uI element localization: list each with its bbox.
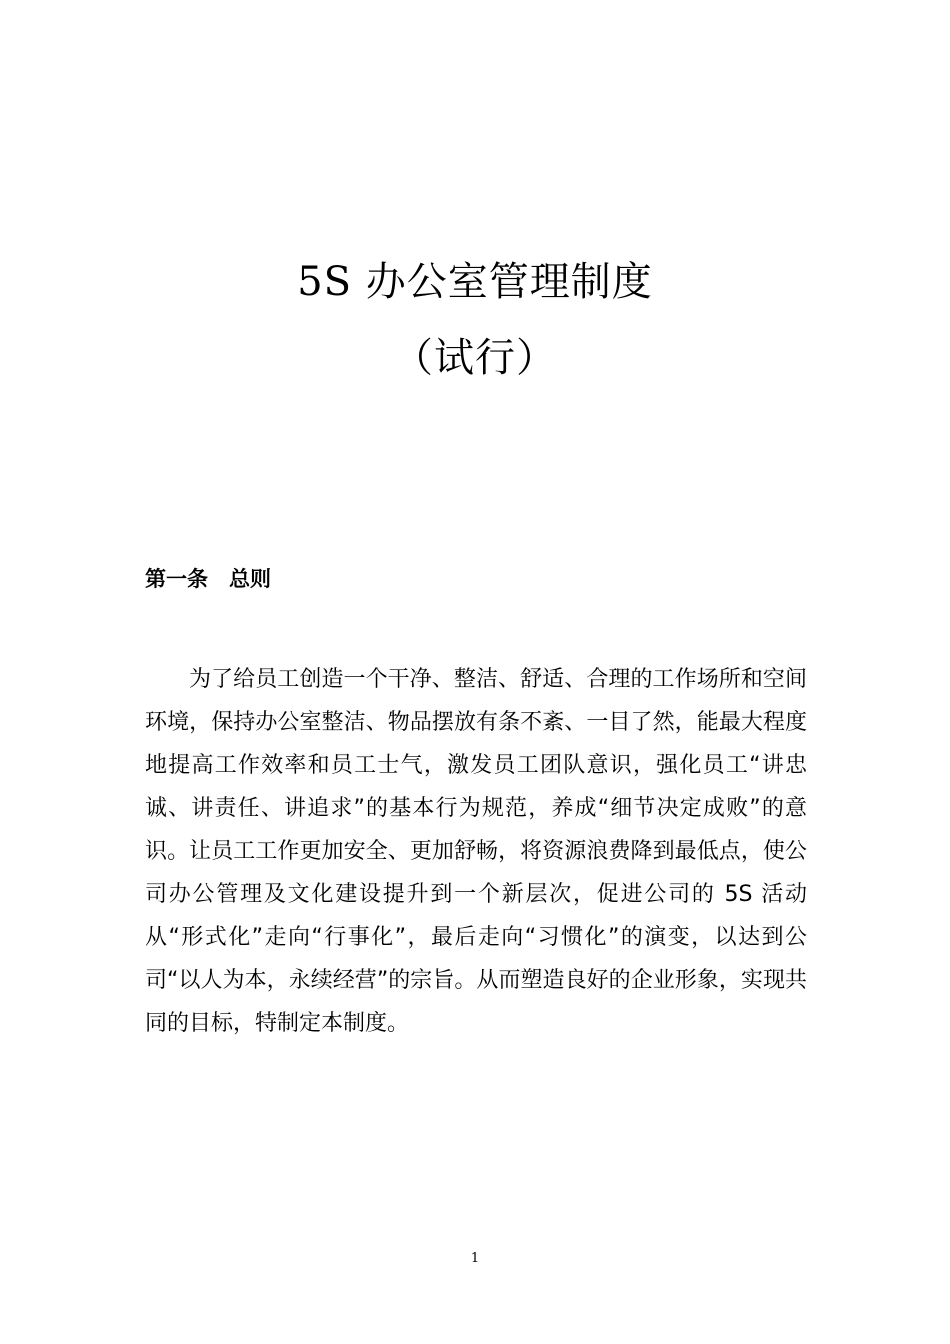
document-title: 5S 办公室管理制度 [297,259,653,305]
document-subtitle: （试行） [393,335,557,381]
section-heading: 第一条 总则 [145,567,271,591]
page-number: 1 [470,1251,480,1266]
body-paragraph: 为了给员工创造一个干净、整洁、舒适、合理的工作场所和空间环境，保持办公室整洁、物品摆放有条不紊、一目了然，能最大程度地提高工作效率和员工士气，激发员工团队意识，强化员工“讲忠诚、讲责任、讲追求”的基本行为规范，养成“细节决定成败”的意识。让员工工作更加安全、更加舒畅，将资源浪费降到最低点，使公司办公管理及文化建设提升到一个新层次，促进公司的 5S 活动从“形式化”走向“行事化”，最后走向“习惯化”的演变，以达到公司“以人为本，永续经营”的宗旨。从而塑造良好的企业形象，实现共同的目标，特制定本制度。 [145,667,807,1036]
